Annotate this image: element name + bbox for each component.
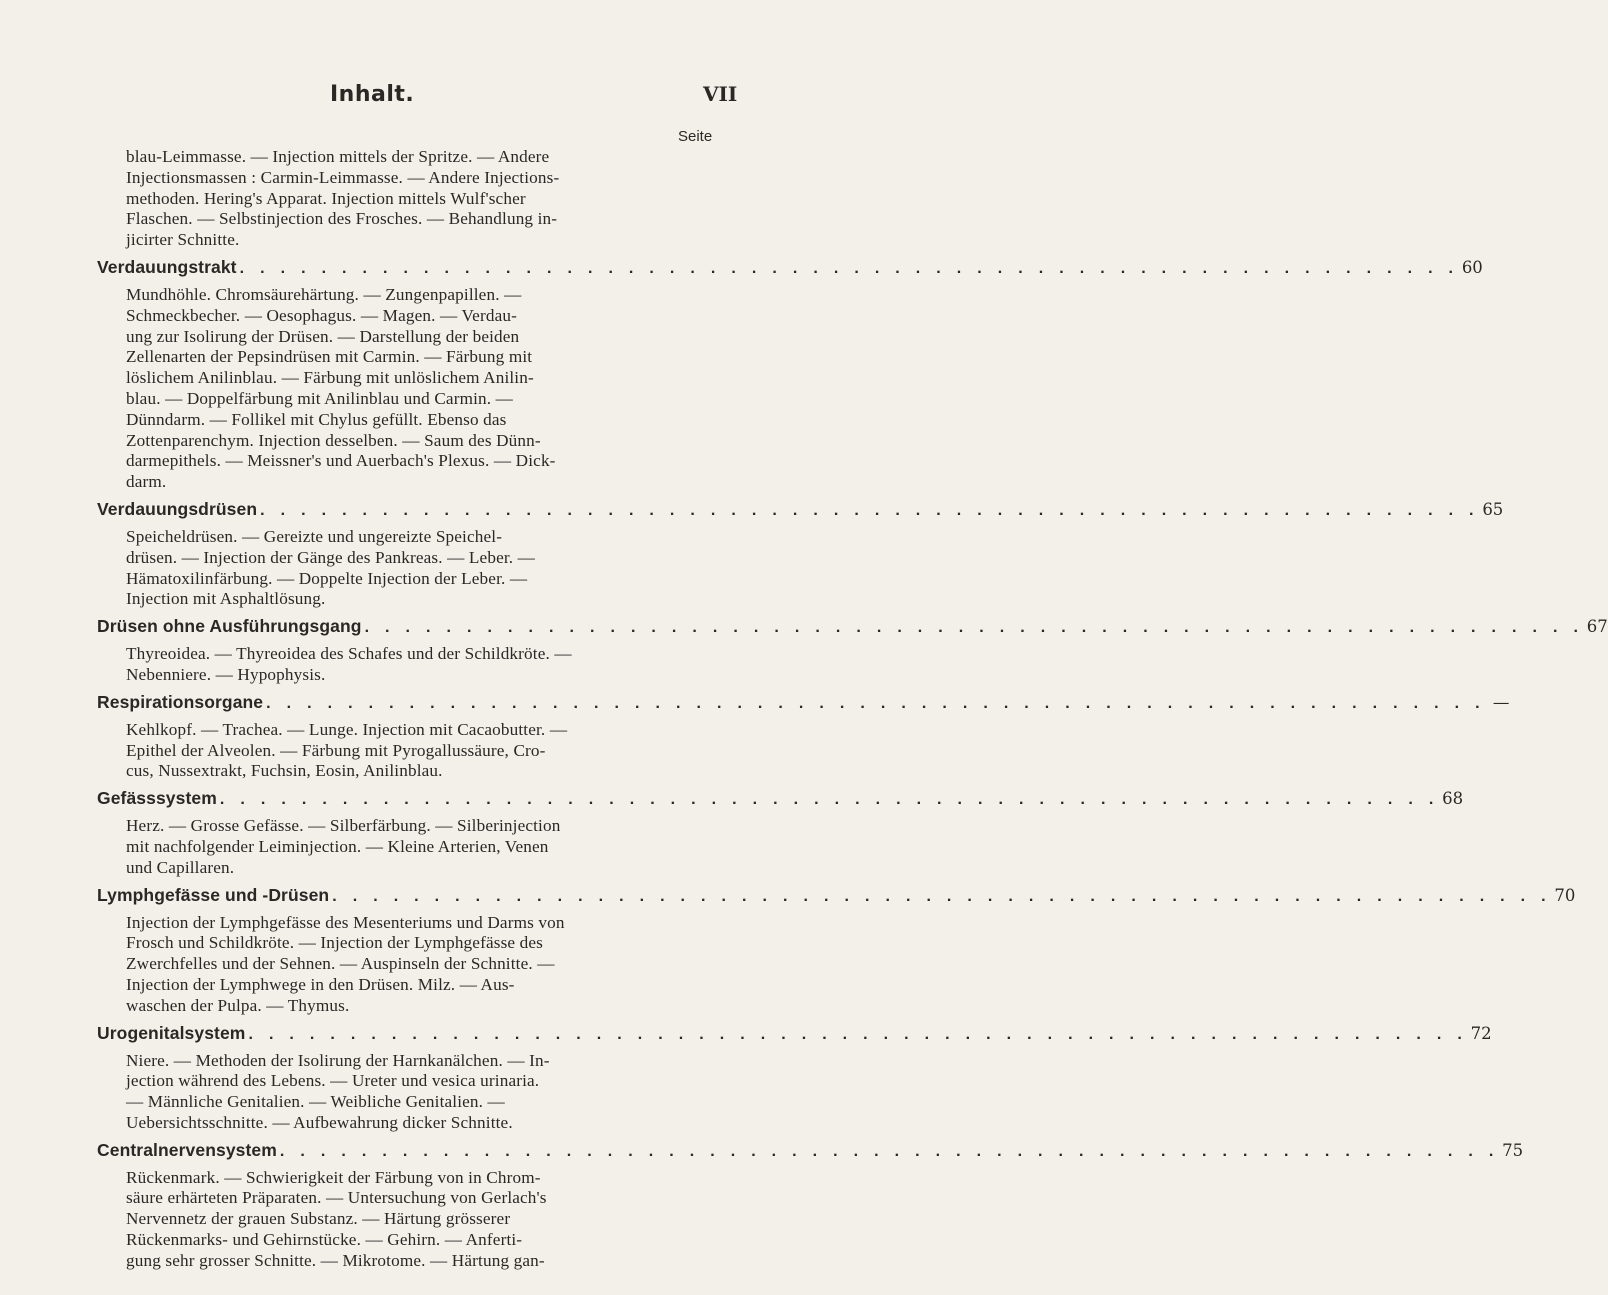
page-reference: 75	[1502, 1140, 1524, 1160]
text-line: Speicheldrüsen. — Gereizte und ungereizte Speichel-	[126, 526, 503, 546]
section-title: Lymphgefässe und -Drüsen	[97, 884, 330, 905]
text-line: Injectionsmassen : Carmin-Leimmasse. — Andere Injections-	[126, 167, 560, 187]
text-line: Zellenarten der Pepsindrüsen mit Carmin. — Färbung mit	[126, 347, 533, 367]
section-title: Drüsen ohne Ausführungsgang	[97, 616, 362, 637]
section-title: Verdauungstrakt	[97, 256, 237, 277]
text-line: Zwerchfelles und der Sehnen. — Auspinseln der Schnitte. —	[126, 954, 555, 974]
text-line: und Capillaren.	[126, 857, 235, 877]
text-line: Dünndarm. — Follikel mit Chylus gefüllt. Ebenso das	[126, 409, 507, 429]
section-description	[126, 816, 729, 878]
folio: VII	[703, 82, 738, 106]
text-line: Injection der Lymphwege in den Drüsen. Milz. — Aus-	[126, 974, 515, 994]
dot-leader: . . . . . . . . . . . . . . . . . . . . . . . . . . . . . . . . . . . . . . . . . . . . . . . . . . . . . . . . . . . .	[364, 619, 1584, 637]
toc-entry	[97, 256, 1483, 285]
text-line: cus, Nussextrakt, Fuchsin, Eosin, Anilinblau.	[126, 761, 443, 781]
section-title: Respirationsorgane	[97, 691, 264, 712]
text-line: waschen der Pulpa. — Thymus.	[126, 995, 350, 1015]
dot-leader: . . . . . . . . . . . . . . . . . . . . . . . . . . . . . . . . . . . . . . . . . . . . . . . . . . . . . . . . . . . .	[332, 887, 1552, 905]
toc-entry	[97, 691, 1510, 720]
toc-section	[97, 788, 1464, 878]
section-description	[126, 1051, 729, 1134]
section-description	[126, 644, 729, 686]
text-line: Flaschen. — Selbstinjection des Frosches. — Behandlung in-	[126, 209, 558, 229]
dot-leader: . . . . . . . . . . . . . . . . . . . . . . . . . . . . . . . . . . . . . . . . . . . . . . . . . . . . . . . . . . . .	[279, 1142, 1500, 1160]
text-line: methoden. Hering's Apparat. Injection mittels Wulf'scher	[126, 188, 526, 208]
text-line: jection während des Lebens. — Ureter und vesica urinaria.	[126, 1071, 540, 1091]
page-reference: 72	[1470, 1023, 1492, 1043]
page-reference: —	[1492, 692, 1510, 712]
text-line: Thyreoidea. — Thyreoidea des Schafes und der Schildkröte. —	[126, 644, 572, 664]
text-line: gung sehr grosser Schnitte. — Mikrotome. — Härtung gan-	[126, 1250, 545, 1270]
toc-section	[97, 1139, 1524, 1272]
text-line: darmepithels. — Meissner's und Auerbach's Plexus. — Dick-	[126, 451, 556, 471]
text-line: Zottenparenchym. Injection desselben. — Saum des Dünn-	[126, 430, 541, 450]
text-line: — Männliche Genitalien. — Weibliche Genitalien. —	[126, 1092, 505, 1112]
text-line: Hämatoxilinfärbung. — Doppelte Injection der Leber. —	[126, 568, 528, 588]
section-description	[126, 720, 729, 782]
text-line: Rückenmark. — Schwierigkeit der Färbung von in Chrom-	[126, 1167, 541, 1187]
toc-entry	[97, 788, 1464, 816]
text-line: darm.	[126, 472, 167, 492]
section-description	[126, 527, 729, 610]
text-line: Nervennetz der grauen Substanz. — Härtung grösserer	[126, 1209, 511, 1229]
text-line: Rückenmarks- und Gehirnstücke. — Gehirn. — Anferti-	[126, 1230, 523, 1250]
text-line: Frosch und Schildkröte. — Injection der Lymphgefässe des	[126, 933, 543, 953]
section-title: Centralnervensystem	[97, 1139, 277, 1160]
section-description	[126, 1168, 729, 1272]
text-line: Herz. — Grosse Gefässe. — Silberfärbung. — Silberinjection	[126, 816, 561, 836]
text-line: Mundhöhle. Chromsäurehärtung. — Zungenpapillen. —	[126, 284, 522, 304]
page-reference: 70	[1554, 885, 1576, 905]
toc-entry	[97, 498, 1504, 527]
section-title: Verdauungsdrüsen	[97, 498, 258, 519]
running-head	[0, 82, 800, 112]
page-reference: 67	[1586, 617, 1608, 637]
toc-section	[97, 616, 1608, 686]
toc-entry	[97, 884, 1576, 913]
toc-section	[97, 884, 1576, 1017]
section-description	[126, 285, 729, 493]
toc-section	[97, 1022, 1492, 1134]
text-line: Nebenniere. — Hypophysis.	[126, 664, 326, 684]
text-line: jicirter Schnitte.	[126, 230, 240, 250]
text-line: Injection der Lymphgefässe des Mesenteriums und Darms von	[126, 912, 565, 932]
dot-leader: . . . . . . . . . . . . . . . . . . . . . . . . . . . . . . . . . . . . . . . . . . . . . . . . . . . . . . . . . . . .	[219, 791, 1440, 809]
text-line: blau. — Doppelfärbung mit Anilinblau und Carmin. —	[126, 388, 514, 408]
text-line: säure erhärteten Präparaten. — Untersuchung von Gerlach's	[126, 1188, 547, 1208]
toc-section	[97, 498, 1504, 610]
table-of-contents	[97, 147, 1608, 1272]
toc-entry	[97, 1022, 1492, 1051]
section-title: Urogenitalsystem	[97, 1022, 246, 1043]
text-line: ung zur Isolirung der Drüsen. — Darstellung der beiden	[126, 326, 520, 346]
page-column-label: Seite	[678, 128, 713, 145]
page-reference: 65	[1482, 499, 1504, 519]
text-line: Epithel der Alveolen. — Färbung mit Pyrogallussäure, Cro-	[126, 740, 546, 760]
text-line: Kehlkopf. — Trachea. — Lunge. Injection mit Cacaobutter. —	[126, 719, 568, 739]
page-reference: 60	[1461, 257, 1483, 277]
running-title: Inhalt.	[330, 82, 415, 107]
text-line: mit nachfolgender Leiminjection. — Kleine Arterien, Venen	[126, 836, 549, 856]
toc-entry	[97, 616, 1608, 644]
text-line: Niere. — Methoden der Isolirung der Harnkanälchen. — In-	[126, 1050, 550, 1070]
continued-entry-text	[126, 147, 729, 251]
text-line: Injection mit Asphaltlösung.	[126, 589, 326, 609]
dot-leader: . . . . . . . . . . . . . . . . . . . . . . . . . . . . . . . . . . . . . . . . . . . . . . . . . . . . . . . . . . . .	[239, 259, 1459, 277]
dot-leader: . . . . . . . . . . . . . . . . . . . . . . . . . . . . . . . . . . . . . . . . . . . . . . . . . . . . . . . . . . . .	[248, 1025, 1468, 1043]
section-title: Gefässsystem	[97, 788, 217, 809]
text-line: Uebersichtsschnitte. — Aufbewahrung dicker Schnitte.	[126, 1112, 513, 1132]
dot-leader: . . . . . . . . . . . . . . . . . . . . . . . . . . . . . . . . . . . . . . . . . . . . . . . . . . . . . . . . . . . .	[266, 694, 1486, 712]
text-line: blau-Leimmasse. — Injection mittels der Spritze. — Andere	[126, 147, 550, 166]
text-line: drüsen. — Injection der Gänge des Pankreas. — Leber. —	[126, 547, 536, 567]
text-line: löslichem Anilinblau. — Färbung mit unlöslichem Anilin-	[126, 368, 534, 388]
dot-leader: . . . . . . . . . . . . . . . . . . . . . . . . . . . . . . . . . . . . . . . . . . . . . . . . . . . . . . . . . . . .	[260, 501, 1480, 519]
toc-entry	[97, 1139, 1524, 1168]
toc-section	[97, 256, 1483, 493]
toc-section	[97, 691, 1510, 782]
page-reference: 68	[1442, 789, 1464, 809]
section-description	[126, 913, 729, 1017]
text-line: Schmeckbecher. — Oesophagus. — Magen. — Verdau-	[126, 305, 517, 325]
